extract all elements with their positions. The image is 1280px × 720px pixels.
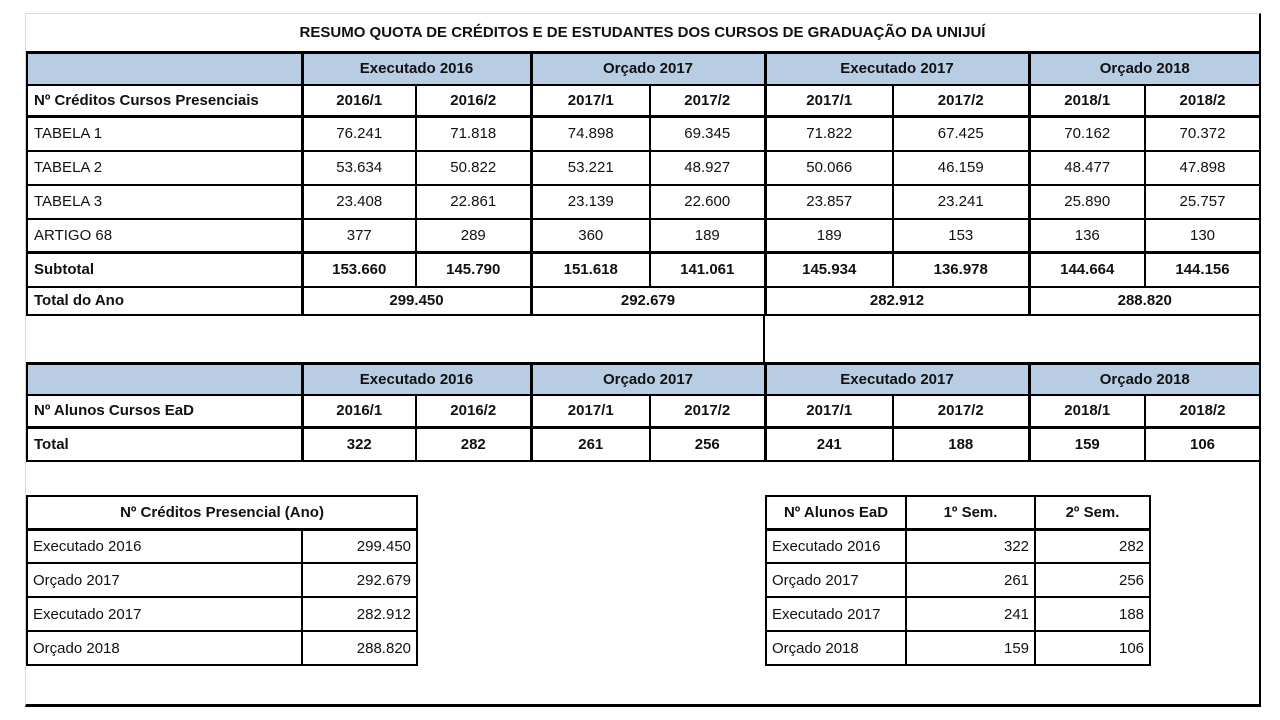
table-row <box>27 631 417 665</box>
total-cell: 159 <box>1029 427 1145 461</box>
data-cell: 159 <box>906 631 1035 665</box>
data-cell: 69.345 <box>650 117 765 151</box>
group-header-cell: Orçado 2017 <box>531 363 765 395</box>
semester-header-cell: 2017/1 <box>765 85 893 117</box>
data-cell: 261 <box>906 563 1035 597</box>
semester-header-cell: 2018/1 <box>1029 85 1145 117</box>
data-cell: 189 <box>765 219 893 253</box>
data-cell: 322 <box>906 529 1035 563</box>
row-label: ARTIGO 68 <box>27 219 302 253</box>
total-cell: 322 <box>302 427 416 461</box>
subtotal-cell: 145.934 <box>765 253 893 287</box>
row-group-title: Nº Alunos Cursos EaD <box>27 395 302 427</box>
row-group-title: Nº Créditos Cursos Presenciais <box>27 85 302 117</box>
data-cell: 106 <box>1035 631 1150 665</box>
total-cell: 241 <box>765 427 893 461</box>
subtotal-cell: 153.660 <box>302 253 416 287</box>
divider-line <box>763 316 765 362</box>
data-cell: 288.820 <box>302 631 417 665</box>
semester-header-cell: 2017/2 <box>650 85 765 117</box>
group-header-cell: Executado 2016 <box>302 363 531 395</box>
total-cell: 288.820 <box>1029 287 1260 315</box>
table-row <box>766 563 1150 597</box>
data-cell: 130 <box>1145 219 1260 253</box>
row-label: Orçado 2017 <box>27 563 302 597</box>
row-label: Executado 2016 <box>766 529 906 563</box>
page-title: RESUMO QUOTA DE CRÉDITOS E DE ESTUDANTES DOS CURSOS DE GRADUAÇÃO DA UNIJUÍ <box>299 24 986 41</box>
table-row <box>27 597 417 631</box>
data-cell: 23.139 <box>531 185 650 219</box>
data-cell: 53.221 <box>531 151 650 185</box>
table-row <box>27 185 1260 219</box>
data-cell: 70.162 <box>1029 117 1145 151</box>
data-cell: 48.927 <box>650 151 765 185</box>
data-cell: 48.477 <box>1029 151 1145 185</box>
spacer-row <box>26 316 1259 362</box>
credits-group-header-row <box>27 53 1260 85</box>
group-header-cell: Orçado 2017 <box>531 53 765 85</box>
table-row <box>27 563 417 597</box>
row-label: Executado 2016 <box>27 529 302 563</box>
data-cell: 136 <box>1029 219 1145 253</box>
data-cell: 46.159 <box>893 151 1029 185</box>
row-label: Executado 2017 <box>766 597 906 631</box>
row-label: Total <box>27 427 302 461</box>
data-cell: 53.634 <box>302 151 416 185</box>
table-row <box>27 219 1260 253</box>
semester-header-cell: 2018/2 <box>1145 85 1260 117</box>
semester-header-cell: 2016/1 <box>302 85 416 117</box>
semester-header-cell: 2017/2 <box>650 395 765 427</box>
summary-section <box>26 495 1259 666</box>
ead-table <box>26 362 1261 463</box>
corner-cell <box>27 53 302 85</box>
total-cell: 188 <box>893 427 1029 461</box>
data-cell: 188 <box>1035 597 1150 631</box>
ead-group-header-row <box>27 363 1260 395</box>
data-cell: 25.757 <box>1145 185 1260 219</box>
data-cell: 256 <box>1035 563 1150 597</box>
subtotal-cell: 136.978 <box>893 253 1029 287</box>
table-row <box>27 151 1260 185</box>
data-cell: 67.425 <box>893 117 1029 151</box>
semester-header-cell: 2018/2 <box>1145 395 1260 427</box>
data-cell: 25.890 <box>1029 185 1145 219</box>
semester-header-cell: 2017/2 <box>893 85 1029 117</box>
table-row <box>766 597 1150 631</box>
total-cell: 282 <box>416 427 531 461</box>
data-cell: 282 <box>1035 529 1150 563</box>
data-cell: 76.241 <box>302 117 416 151</box>
data-cell: 50.822 <box>416 151 531 185</box>
table-row <box>27 117 1260 151</box>
column-header: 2º Sem. <box>1035 496 1150 529</box>
ead-semester-header-row <box>27 395 1260 427</box>
row-label: Total do Ano <box>27 287 302 315</box>
group-header-cell: Executado 2017 <box>765 53 1029 85</box>
subtotal-row <box>27 253 1260 287</box>
credits-semester-header-row <box>27 85 1260 117</box>
semester-header-cell: 2017/1 <box>531 395 650 427</box>
row-label: Subtotal <box>27 253 302 287</box>
data-cell: 289 <box>416 219 531 253</box>
row-label: TABELA 2 <box>27 151 302 185</box>
group-header-cell: Executado 2016 <box>302 53 531 85</box>
data-cell: 23.408 <box>302 185 416 219</box>
row-label: TABELA 1 <box>27 117 302 151</box>
semester-header-cell: 2017/1 <box>531 85 650 117</box>
semester-header-cell: 2016/1 <box>302 395 416 427</box>
row-label: Orçado 2018 <box>766 631 906 665</box>
data-cell: 241 <box>906 597 1035 631</box>
row-label: Executado 2017 <box>27 597 302 631</box>
semester-header-cell: 2017/2 <box>893 395 1029 427</box>
ead-total-row <box>27 427 1260 461</box>
total-cell: 261 <box>531 427 650 461</box>
semester-header-cell: 2016/2 <box>416 85 531 117</box>
row-label: Orçado 2017 <box>766 563 906 597</box>
data-cell: 282.912 <box>302 597 417 631</box>
corner-cell <box>27 363 302 395</box>
credits-summary-table <box>26 495 418 666</box>
total-cell: 106 <box>1145 427 1260 461</box>
data-cell: 153 <box>893 219 1029 253</box>
table-row <box>766 529 1150 563</box>
semester-header-cell: 2017/1 <box>765 395 893 427</box>
subtotal-cell: 144.664 <box>1029 253 1145 287</box>
data-cell: 292.679 <box>302 563 417 597</box>
semester-header-cell: 2016/2 <box>416 395 531 427</box>
data-cell: 23.241 <box>893 185 1029 219</box>
group-header-cell: Orçado 2018 <box>1029 363 1260 395</box>
report-frame <box>25 13 1261 707</box>
table-row <box>27 529 417 563</box>
subtotal-cell: 151.618 <box>531 253 650 287</box>
data-cell: 50.066 <box>765 151 893 185</box>
ead-summary-table <box>765 495 1151 666</box>
subtotal-cell: 144.156 <box>1145 253 1260 287</box>
subtotal-cell: 145.790 <box>416 253 531 287</box>
data-cell: 71.818 <box>416 117 531 151</box>
data-cell: 47.898 <box>1145 151 1260 185</box>
data-cell: 74.898 <box>531 117 650 151</box>
data-cell: 71.822 <box>765 117 893 151</box>
semester-header-cell: 2018/1 <box>1029 395 1145 427</box>
data-cell: 70.372 <box>1145 117 1260 151</box>
data-cell: 23.857 <box>765 185 893 219</box>
credits-table <box>26 51 1261 316</box>
group-header-cell: Orçado 2018 <box>1029 53 1260 85</box>
subtotal-cell: 141.061 <box>650 253 765 287</box>
data-cell: 377 <box>302 219 416 253</box>
row-label: TABELA 3 <box>27 185 302 219</box>
total-row <box>27 287 1260 315</box>
total-cell: 299.450 <box>302 287 531 315</box>
summary-header-row <box>766 496 1150 529</box>
spacer-row <box>26 462 1259 495</box>
data-cell: 299.450 <box>302 529 417 563</box>
data-cell: 22.861 <box>416 185 531 219</box>
row-label: Orçado 2018 <box>27 631 302 665</box>
summary-title: Nº Créditos Presencial (Ano) <box>27 496 417 529</box>
table-row <box>766 631 1150 665</box>
column-header: 1º Sem. <box>906 496 1035 529</box>
summary-header-row <box>27 496 417 529</box>
data-cell: 189 <box>650 219 765 253</box>
total-cell: 256 <box>650 427 765 461</box>
total-cell: 292.679 <box>531 287 765 315</box>
summary-title: Nº Alunos EaD <box>766 496 906 529</box>
total-cell: 282.912 <box>765 287 1029 315</box>
data-cell: 22.600 <box>650 185 765 219</box>
data-cell: 360 <box>531 219 650 253</box>
group-header-cell: Executado 2017 <box>765 363 1029 395</box>
